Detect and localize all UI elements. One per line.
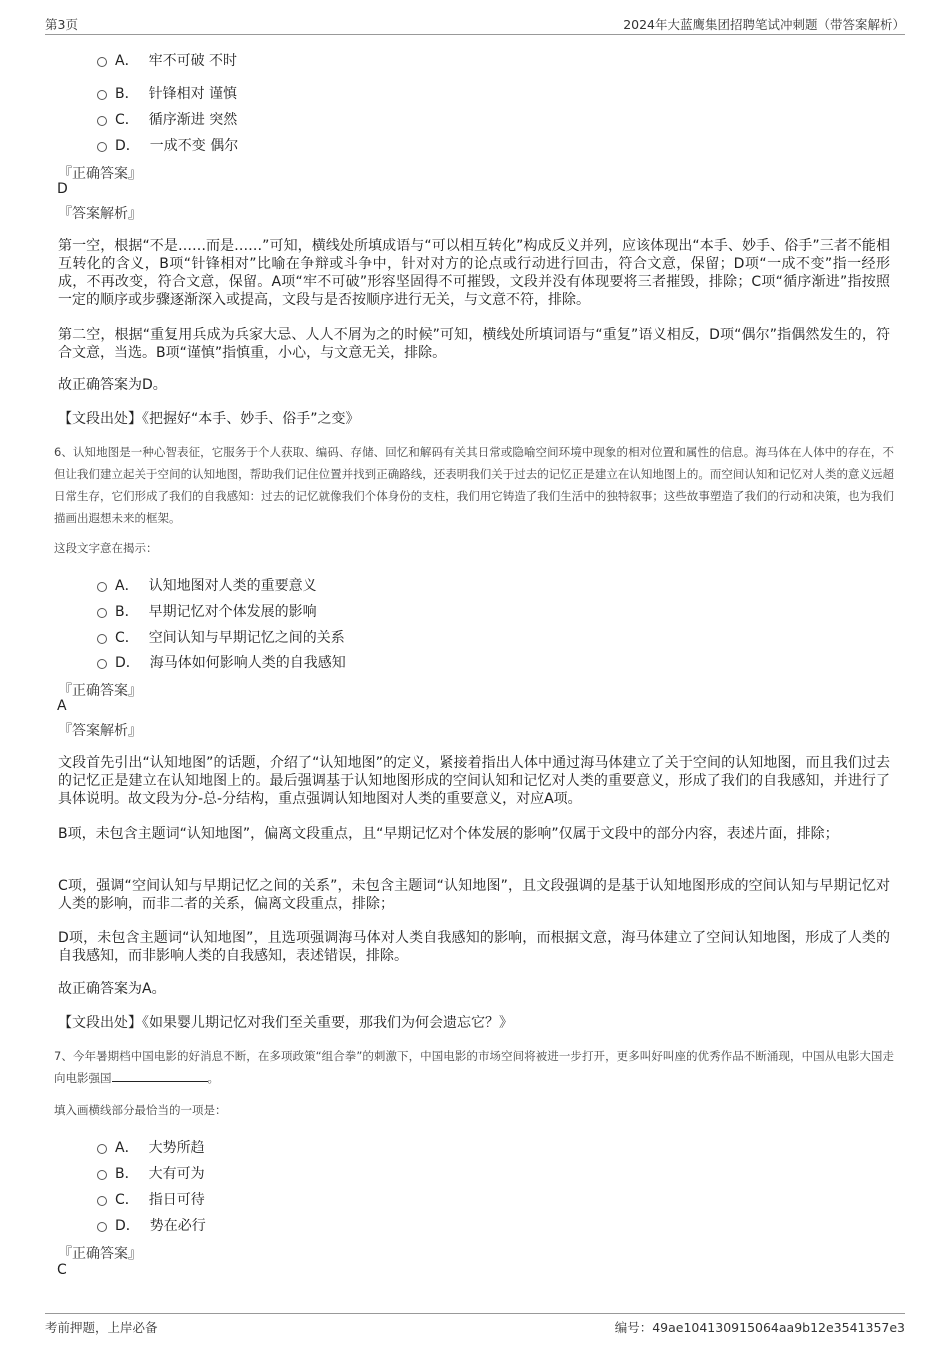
- analysis-label: 『答案解析』: [58, 206, 142, 222]
- source-citation: 【文段出处】《把握好“本手、妙手、俗手”之变》: [58, 411, 360, 427]
- radio-icon[interactable]: [97, 90, 107, 100]
- analysis-paragraph: B项，未包含主题词“认知地图”，偏离文段重点，且“早期记忆对个体发展的影响”仅属于文段中的部分内容，表述片面，排除；: [58, 826, 839, 842]
- question-text: 6、认知地图是一种心智表征，它服务于个人获取、编码、存储、回忆和解码有关其日常或隐喻空间环境中现象的相对位置和属性的信息。海马体在人体中的存在，不但让我们建立起关于空间的认知地图，帮助我们记住位置并找到正确路线，还表明我们关于过去的记忆正是建立在认知地图上的。而空间认知和记忆对人类的意义远超日常生存，它们形成了我们的自我感知：过去的记忆就像我们个体身份的支柱，我们用它铸造了我们生活中的独特叙事；这些故事塑造了我们的行动和决策，也为我们描画出遐想未来的框架。: [54, 445, 894, 525]
- page-number: 第3页: [45, 17, 78, 32]
- question-prompt: 填入画横线部分最恰当的一项是：: [54, 1103, 227, 1117]
- radio-icon[interactable]: [97, 1222, 107, 1232]
- correct-answer-label: 『正确答案』: [58, 1246, 142, 1262]
- radio-icon[interactable]: [97, 1144, 107, 1154]
- analysis-label: 『答案解析』: [58, 723, 142, 739]
- correct-answer-value: A: [57, 698, 67, 714]
- document-title: 2024年大蓝鹰集团招聘笔试冲刺题（带答案解析）: [623, 17, 905, 32]
- q6-option-d[interactable]: D． 海马体如何影响人类的自我感知: [97, 652, 346, 672]
- analysis-paragraph: C项，强调“空间认知与早期记忆之间的关系”，未包含主题词“认知地图”，且文段强调的是基于认知地图形成的空间认知与早期记忆对人类的影响，而非二者的关系，偏离文段重点，排除；: [58, 878, 890, 912]
- analysis-paragraph: 第一空，根据“不是……而是……”可知，横线处所填成语与“可以相互转化”构成反义并列，应该体现出“本手、妙手、俗手”三者不能相互转化的含义，B项“针锋相对”比喻在争辩或斗争中，针对对方的论点或行动进行回击，符合文意，保留；D项“一成不变”指一经形成，不再改变，符合文意，保留。A项“牢不可破”形容坚固得不可摧毁，文段并没有体现要将三者摧毁，排除；C项“循序渐进”指按照一定的顺序或步骤逐渐深入或提高，文段与是否按顺序进行无关，与文意不符，排除。: [58, 238, 890, 308]
- radio-icon[interactable]: [97, 582, 107, 592]
- radio-icon[interactable]: [97, 57, 107, 67]
- question-prompt: 这段文字意在揭示：: [54, 541, 158, 555]
- document-id: 编号：49ae104130915064aa9b12e3541357e3: [614, 1320, 905, 1335]
- analysis-paragraph: 第二空，根据“重复用兵成为兵家大忌、人人不屑为之的时候”可知，横线处所填词语与“重复”语义相反，D项“偶尔”指偶然发生的，符合文意，当选。B项“谨慎”指慎重，小心，与文意无关，排除。: [58, 327, 890, 361]
- q6-option-a[interactable]: A． 认知地图对人类的重要意义: [97, 575, 317, 595]
- q6-option-c[interactable]: C． 空间认知与早期记忆之间的关系: [97, 627, 345, 647]
- analysis-paragraph: 故正确答案为D。: [58, 377, 167, 393]
- question-text: 7、今年暑期档中国电影的好消息不断，在多项政策“组合拳”的刺激下，中国电影的市场空间将被进一步打开，更多叫好叫座的优秀作品不断涌现，中国从电影大国走向电影强国 。: [54, 1049, 894, 1085]
- correct-answer-label: 『正确答案』: [58, 683, 142, 699]
- analysis-paragraph: D项，未包含主题词“认知地图”，且选项强调海马体对人类自我感知的影响，而根据文意，海马体建立了空间认知地图，形成了人类的自我感知，而非影响人类的自我感知，表述错误，排除。: [58, 930, 890, 964]
- fill-blank: [112, 1069, 208, 1082]
- correct-answer-value: D: [57, 181, 68, 197]
- q5-option-b[interactable]: B． 针锋相对 谨慎: [97, 83, 237, 103]
- q7-option-b[interactable]: B． 大有可为: [97, 1163, 205, 1183]
- analysis-paragraph: 故正确答案为A。: [58, 981, 166, 997]
- q5-option-c[interactable]: C． 循序渐进 突然: [97, 109, 237, 129]
- radio-icon[interactable]: [97, 1196, 107, 1206]
- correct-answer-value: C: [57, 1262, 67, 1278]
- radio-icon[interactable]: [97, 116, 107, 126]
- radio-icon[interactable]: [97, 634, 107, 644]
- q6-option-b[interactable]: B． 早期记忆对个体发展的影响: [97, 601, 317, 621]
- page-footer: [45, 1313, 905, 1338]
- q7-option-a[interactable]: A． 大势所趋: [97, 1137, 205, 1157]
- radio-icon[interactable]: [97, 1170, 107, 1180]
- analysis-paragraph: 文段首先引出“认知地图”的话题，介绍了“认知地图”的定义，紧接着指出人体中通过海马体建立了关于空间的认知地图，而且我们过去的记忆正是建立在认知地图上的。最后强调基于认知地图形成的空间认知和记忆对人类的重要意义，形成了我们的自我感知，并进行了具体说明。故文段为分-总-分结构，重点强调认知地图对人类的重要意义，对应A项。: [58, 755, 890, 807]
- q7-option-c[interactable]: C． 指日可待: [97, 1189, 205, 1209]
- footer-slogan: 考前押题，上岸必备: [45, 1320, 158, 1335]
- radio-icon[interactable]: [97, 659, 107, 669]
- page-header: [45, 12, 905, 35]
- q7-option-d[interactable]: D． 势在必行: [97, 1215, 206, 1235]
- correct-answer-label: 『正确答案』: [58, 166, 142, 182]
- radio-icon[interactable]: [97, 142, 107, 152]
- radio-icon[interactable]: [97, 608, 107, 618]
- source-citation: 【文段出处】《如果婴儿期记忆对我们至关重要，那我们为何会遗忘它？》: [58, 1015, 513, 1031]
- q5-option-a[interactable]: A． 牢不可破 不时: [97, 50, 237, 70]
- q5-option-d[interactable]: D． 一成不变 偶尔: [97, 135, 238, 155]
